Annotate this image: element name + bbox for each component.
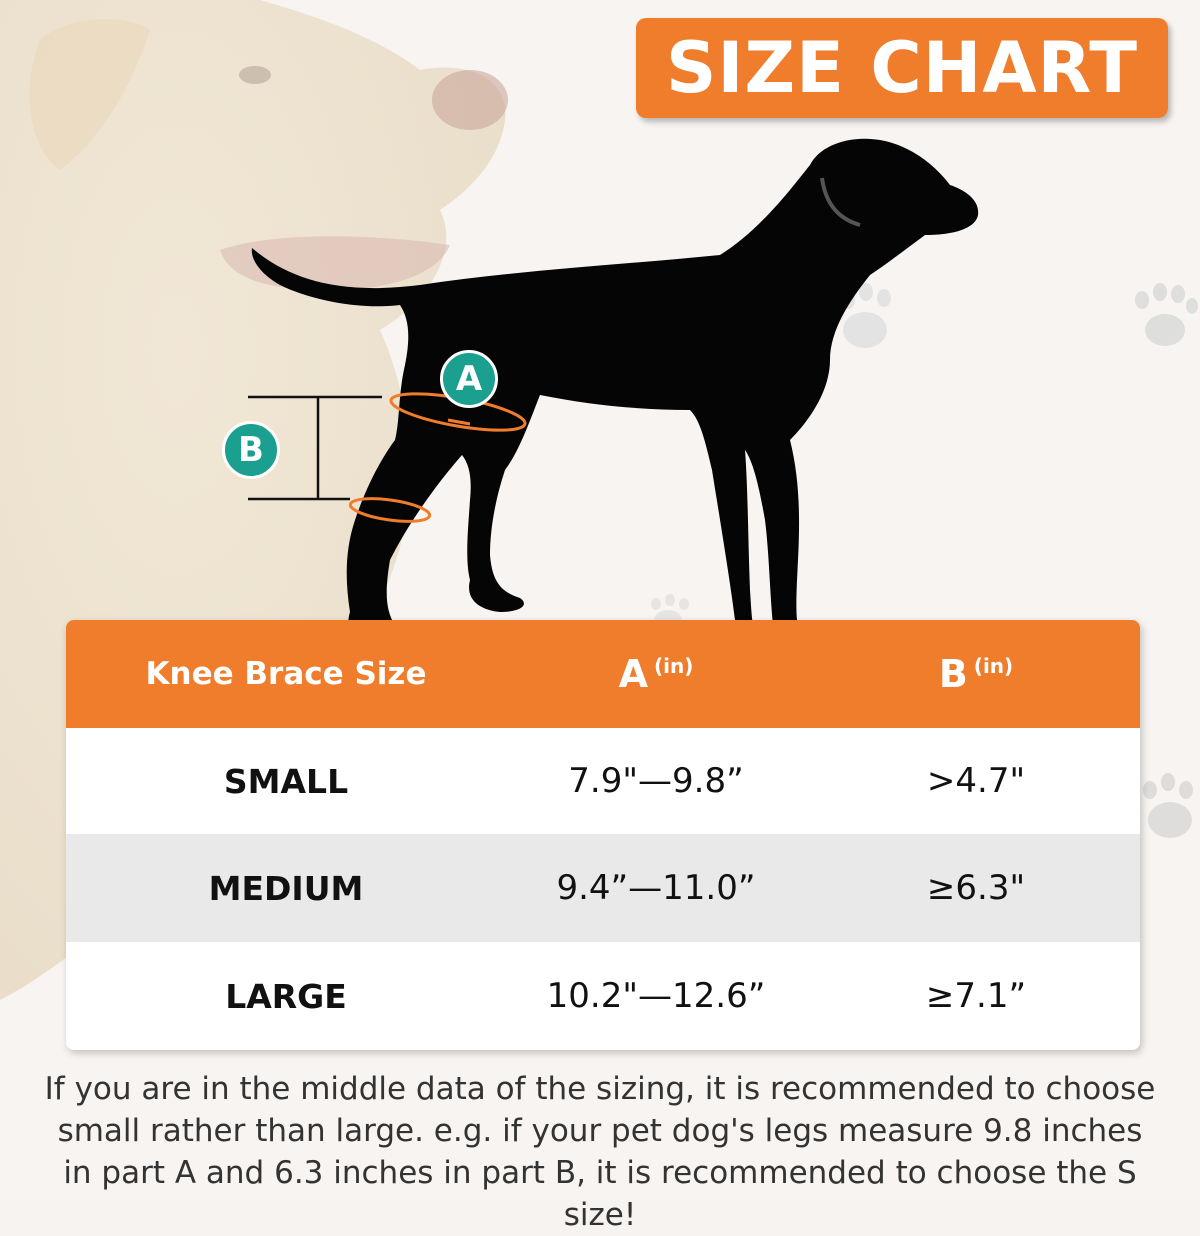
size-name: SMALL <box>223 761 349 801</box>
header-size-label: Knee Brace Size <box>145 656 427 692</box>
b-value: >4.7" <box>926 761 1026 801</box>
size-table <box>66 620 1140 1050</box>
header-a-label: A <box>618 652 649 696</box>
header-cell-b <box>826 620 1126 728</box>
table-row <box>66 942 1140 1050</box>
marker-a-badge: A <box>440 350 498 408</box>
a-value: 9.4”—11.0” <box>556 868 756 908</box>
table-row <box>66 834 1140 942</box>
header-b-unit: (in) <box>973 654 1014 678</box>
b-value: ≥6.3" <box>926 868 1026 908</box>
header-cell-size <box>106 620 466 728</box>
header-b-label: B <box>938 652 968 696</box>
page-title: SIZE CHART <box>665 27 1139 109</box>
table-header <box>66 620 1140 728</box>
a-value: 10.2"—12.6” <box>546 976 766 1016</box>
table-row <box>66 728 1140 834</box>
b-value: ≥7.1” <box>925 976 1027 1016</box>
a-value: 7.9"—9.8” <box>568 761 744 801</box>
header-a-unit: (in) <box>654 654 694 678</box>
size-name: LARGE <box>225 976 347 1016</box>
size-name: MEDIUM <box>208 868 364 908</box>
header-cell-a <box>486 620 826 728</box>
marker-b-badge: B <box>222 421 280 479</box>
sizing-note: If you are in the middle data of the sizing, it is recommended to choose small rather than large. e.g. if your pet dog's legs measure 9.8 inches in part A and 6.3 inches in part B, it is recommended to choose the S size! <box>44 1071 1156 1233</box>
